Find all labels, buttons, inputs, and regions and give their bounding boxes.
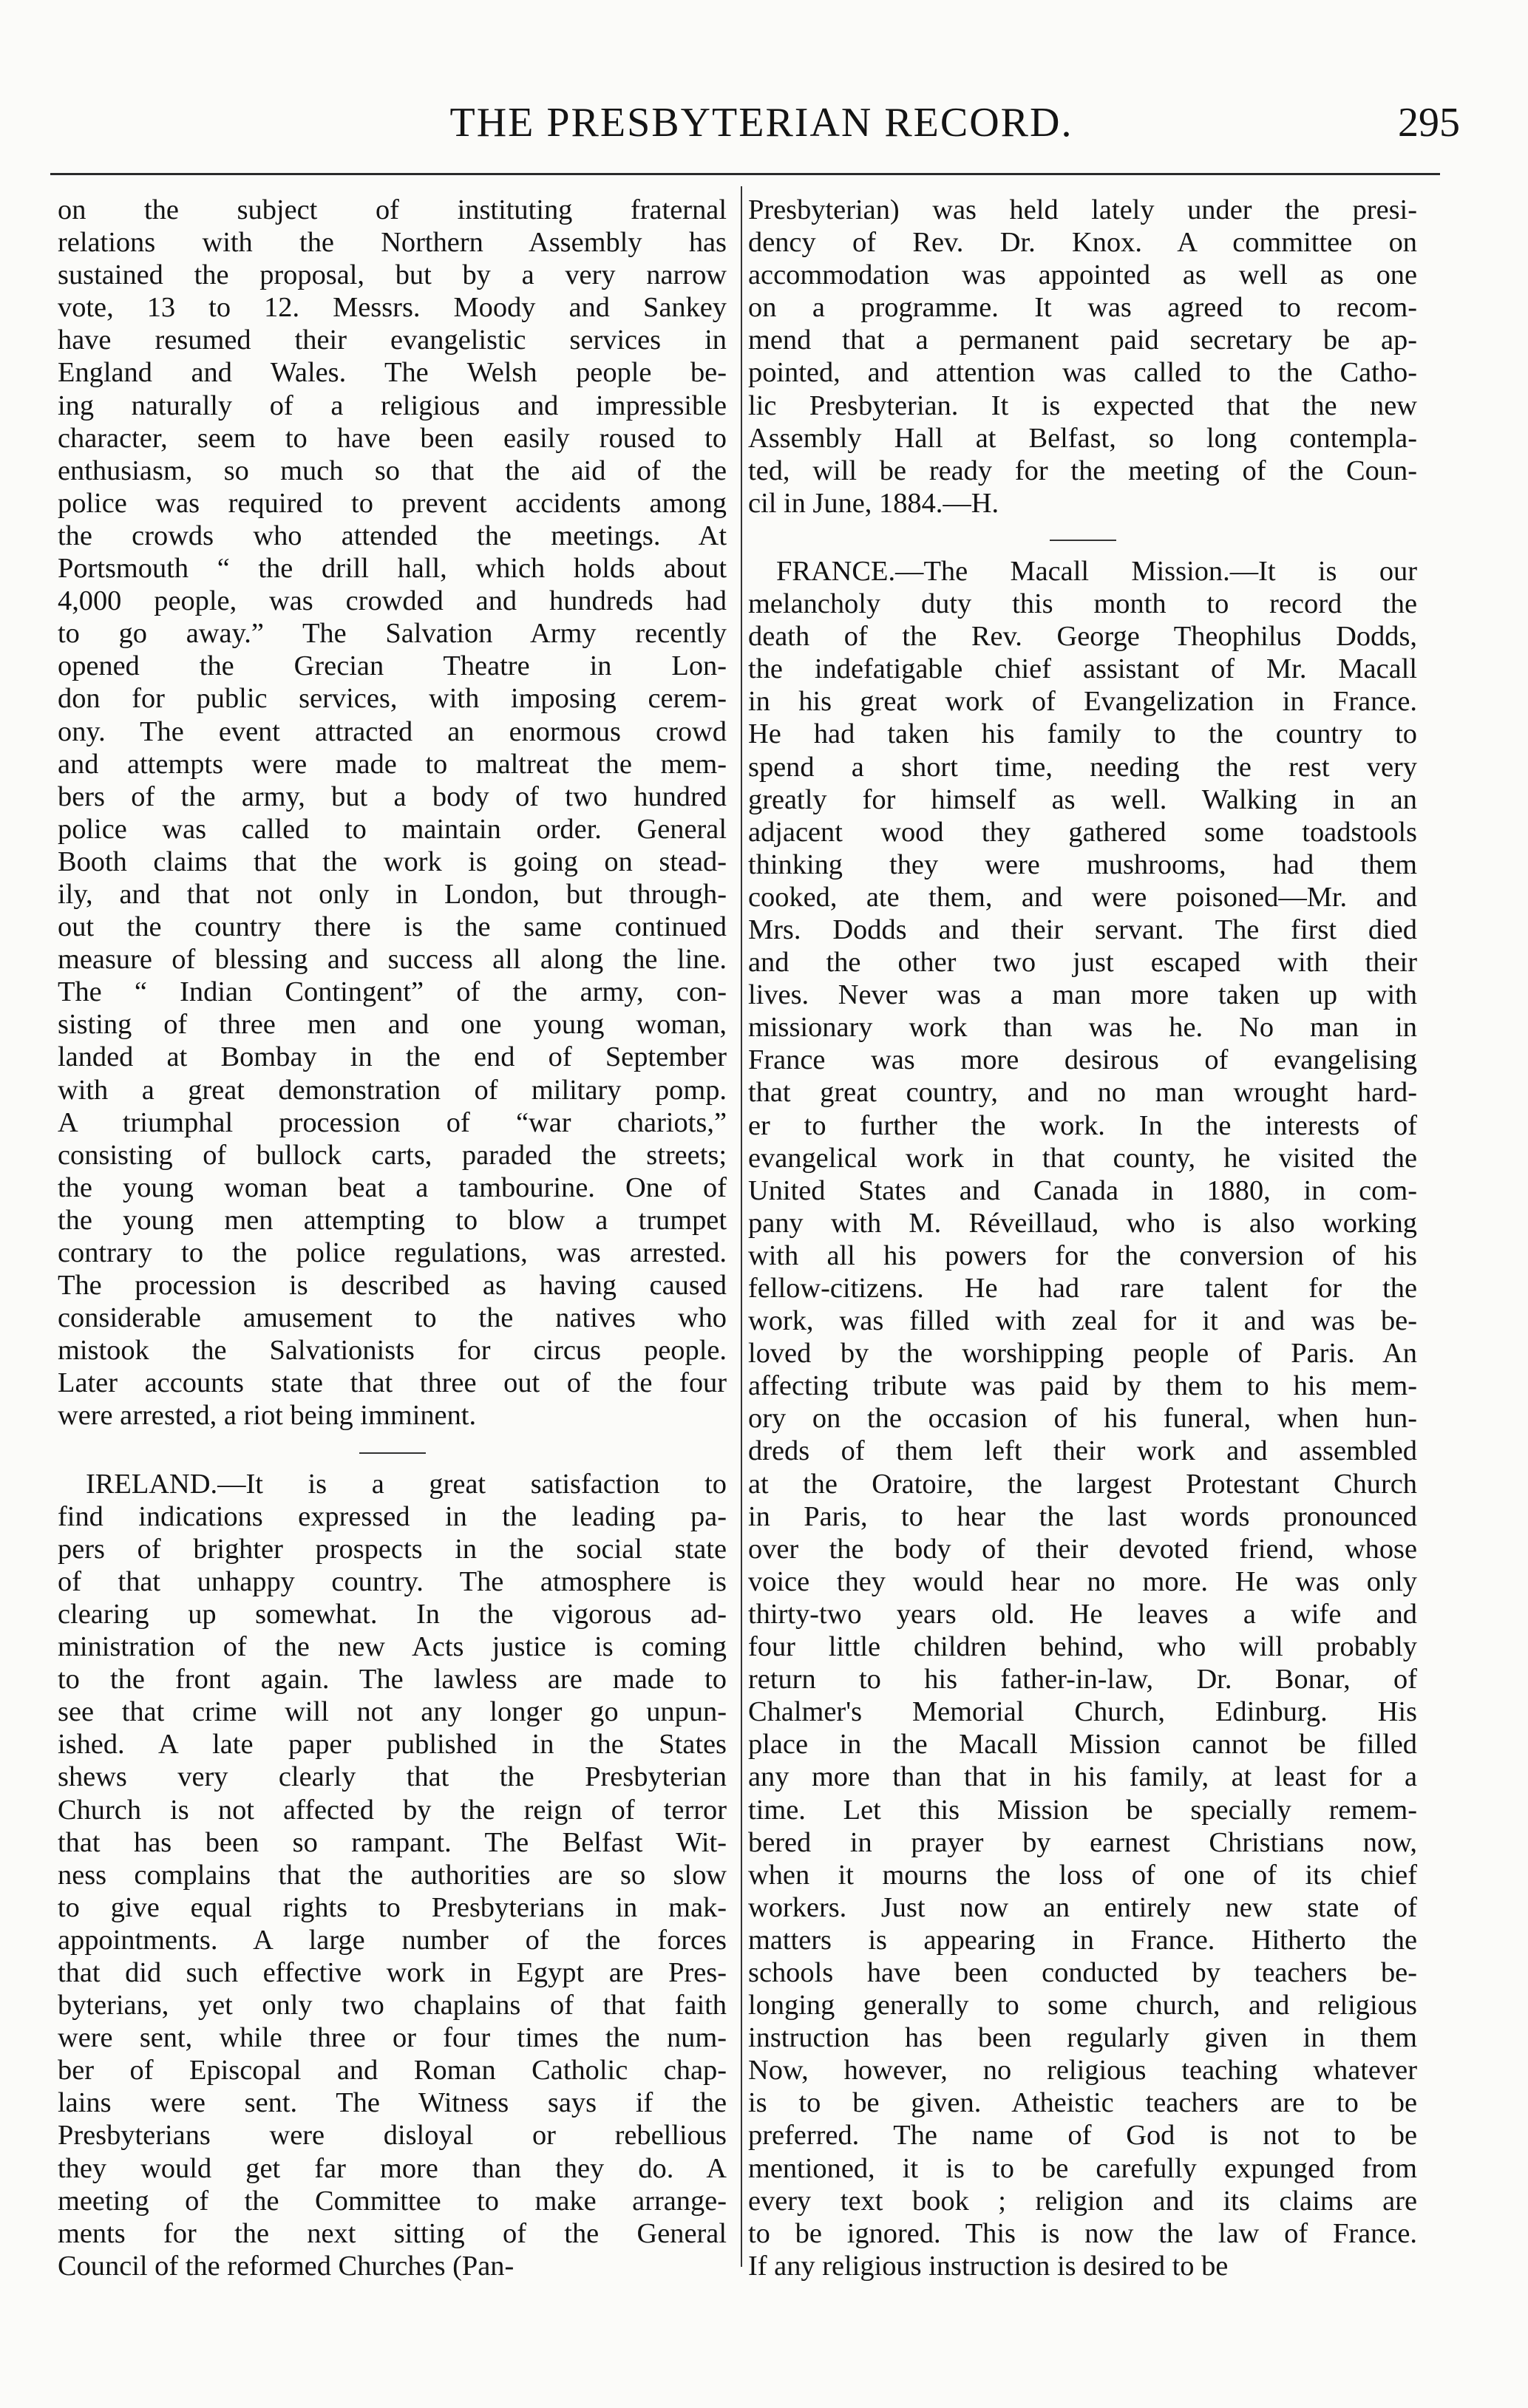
text-line: Mrs. Dodds and their servant. The first died xyxy=(748,914,1417,945)
text-line: Later accounts state that three out of the four xyxy=(58,1367,727,1399)
text-line: adjacent wood they gathered some toadstools xyxy=(748,816,1417,848)
text-line: on a programme. It was agreed to recom- xyxy=(748,292,1417,324)
text-line: vote, 13 to 12. Messrs. Moody and Sankey xyxy=(58,292,727,324)
text-line: ber of Episcopal and Roman Catholic chap- xyxy=(58,2055,727,2086)
text-line: police was required to prevent accidents among xyxy=(58,487,727,519)
text-line: four little children behind, who will probably xyxy=(748,1631,1417,1663)
text-line: Booth claims that the work is going on stead- xyxy=(58,846,727,877)
left-column xyxy=(58,194,727,2282)
text-line: over the body of their devoted friend, whose xyxy=(748,1533,1417,1565)
text-line: Chalmer's Memorial Church, Edinburg. His xyxy=(748,1696,1417,1728)
text-line: mistook the Salvationists for circus people. xyxy=(58,1335,727,1367)
text-line: find indications expressed in the leading pa- xyxy=(58,1500,727,1532)
text-line: lains were sent. The Witness says if the xyxy=(58,2087,727,2119)
text-line: time. Let this Mission be specially remem- xyxy=(748,1794,1417,1826)
text-line: Portsmouth “ the drill hall, which holds about xyxy=(58,553,727,585)
text-line: character, seem to have been easily roused to xyxy=(58,422,727,454)
text-line: If any religious instruction is desired to be xyxy=(748,2250,1229,2282)
text-line: pany with M. Réveillaud, who is also working xyxy=(748,1207,1417,1239)
running-head-title: THE PRESBYTERIAN RECORD. xyxy=(449,100,1073,146)
text-line: every text book ; religion and its claims are xyxy=(748,2185,1417,2217)
text-line: Council of the reformed Churches (Pan- xyxy=(58,2250,515,2282)
text-line: Assembly Hall at Belfast, so long contempla- xyxy=(748,422,1417,454)
text-line: considerable amusement to the natives who xyxy=(58,1302,727,1334)
text-line: the crowds who attended the meetings. At xyxy=(58,520,727,551)
text-line: any more than that in his family, at least for a xyxy=(748,1761,1417,1793)
text-line: with all his powers for the conversion of his xyxy=(748,1239,1417,1271)
text-line: the young men attempting to blow a trumpet xyxy=(58,1204,727,1236)
text-line: contrary to the police regulations, was arrested. xyxy=(58,1237,727,1268)
text-line: spend a short time, needing the rest very xyxy=(748,751,1417,783)
column-divider xyxy=(741,186,742,2267)
text-line: and attempts were made to maltreat the mem- xyxy=(58,748,727,780)
text-line: work, was filled with zeal for it and was be- xyxy=(748,1305,1417,1337)
text-line: place in the Macall Mission cannot be filled xyxy=(748,1729,1417,1761)
text-line: don for public services, with imposing cerem- xyxy=(58,683,727,715)
text-line: France was more desirous of evangelising xyxy=(748,1044,1417,1076)
section-separator-rule xyxy=(748,520,1417,555)
text-line: opened the Grecian Theatre in Lon- xyxy=(58,650,727,682)
text-line: voice they would hear no more. He was only xyxy=(748,1565,1417,1597)
text-line: see that crime will not any longer go unpun- xyxy=(58,1696,727,1728)
text-line: of that unhappy country. The atmosphere is xyxy=(58,1565,727,1597)
text-line: FRANCE.—The Macall Mission.—It is our xyxy=(776,555,1417,587)
text-line: 4,000 people, was crowded and hundreds had xyxy=(58,585,727,617)
text-line: the young woman beat a tambourine. One of xyxy=(58,1171,727,1203)
text-line: the indefatigable chief assistant of Mr. Macall xyxy=(748,653,1417,685)
text-line: with a great demonstration of military pomp. xyxy=(58,1074,727,1106)
text-line: that great country, and no man wrought hard- xyxy=(748,1077,1417,1109)
text-line: mentioned, it is to be carefully expunged from xyxy=(748,2152,1417,2184)
text-line: Presbyterians were disloyal or rebellious xyxy=(58,2120,727,2152)
text-line: Presbyterian) was held lately under the presi- xyxy=(748,194,1417,225)
article-paragraph xyxy=(58,1468,727,2282)
text-line: byterians, yet only two chaplains of that faith xyxy=(58,1990,727,2021)
text-line: clearing up somewhat. In the vigorous ad- xyxy=(58,1598,727,1630)
text-line: pointed, and attention was called to the Catho- xyxy=(748,357,1417,389)
text-line: er to further the work. In the interests of xyxy=(748,1109,1417,1141)
text-line: ory on the occasion of his funeral, when hun- xyxy=(748,1403,1417,1435)
text-line: that has been so rampant. The Belfast Wit- xyxy=(58,1826,727,1858)
text-line: police was called to maintain order. General xyxy=(58,813,727,845)
text-line: consisting of bullock carts, paraded the streets; xyxy=(58,1139,727,1171)
text-line: when it mourns the loss of one of its chief xyxy=(748,1859,1417,1891)
text-line: ments for the next sitting of the General xyxy=(58,2217,727,2249)
text-line: IRELAND.—It is a great satisfaction to xyxy=(86,1468,727,1500)
text-line: death of the Rev. George Theophilus Dodds, xyxy=(748,621,1417,653)
text-line: enthusiasm, so much so that the aid of the xyxy=(58,455,727,486)
text-line: The procession is described as having caused xyxy=(58,1270,727,1302)
text-line: appointments. A large number of the forces xyxy=(58,1924,727,1956)
page-number: 295 xyxy=(1398,100,1460,146)
text-line: loved by the worshipping people of Paris. An xyxy=(748,1338,1417,1370)
text-line: on the subject of instituting fraternal xyxy=(58,194,727,225)
text-line: dency of Rev. Dr. Knox. A committee on xyxy=(748,227,1417,259)
text-line: sisting of three men and one young woman, xyxy=(58,1009,727,1041)
text-line: measure of blessing and success all along the line. xyxy=(58,944,727,976)
text-line: landed at Bombay in the end of September xyxy=(58,1041,727,1073)
text-line: accommodation was appointed as well as one xyxy=(748,259,1417,291)
text-line: thinking they were mushrooms, had them xyxy=(748,848,1417,880)
text-line: to the front again. The lawless are made to xyxy=(58,1664,727,1696)
article-paragraph xyxy=(748,194,1417,520)
article-paragraph xyxy=(58,194,727,1432)
text-line: Church is not affected by the reign of terror xyxy=(58,1794,727,1826)
text-line: to give equal rights to Presbyterians in mak- xyxy=(58,1891,727,1923)
text-line: in his great work of Evangelization in France. xyxy=(748,686,1417,718)
header-rule xyxy=(50,173,1440,175)
text-line: evangelical work in that county, he visited the xyxy=(748,1142,1417,1174)
text-line: ing naturally of a religious and impressible xyxy=(58,390,727,421)
text-line: in Paris, to hear the last words pronounced xyxy=(748,1500,1417,1532)
text-line: ished. A late paper published in the States xyxy=(58,1729,727,1761)
text-line: ony. The event attracted an enormous crowd xyxy=(58,715,727,747)
text-line: United States and Canada in 1880, in com- xyxy=(748,1174,1417,1206)
text-line: cooked, ate them, and were poisoned—Mr. and xyxy=(748,881,1417,913)
text-line: pers of brighter prospects in the social state xyxy=(58,1533,727,1565)
text-line: melancholy duty this month to record the xyxy=(748,588,1417,620)
text-line: lives. Never was a man more taken up with xyxy=(748,979,1417,1011)
text-line: have resumed their evangelistic services in xyxy=(58,324,727,356)
text-line: were arrested, a riot being imminent. xyxy=(58,1400,477,1432)
text-line: longing generally to some church, and religious xyxy=(748,1990,1417,2021)
text-line: workers. Just now an entirely new state of xyxy=(748,1891,1417,1923)
text-line: bered in prayer by earnest Christians now, xyxy=(748,1826,1417,1858)
text-line: instruction has been regularly given in them xyxy=(748,2022,1417,2054)
text-line: matters is appearing in France. Hitherto the xyxy=(748,1924,1417,1956)
text-line: schools have been conducted by teachers be- xyxy=(748,1956,1417,1988)
article-paragraph xyxy=(748,555,1417,2282)
text-line: A triumphal procession of “war chariots,” xyxy=(58,1106,727,1138)
text-line: to go away.” The Salvation Army recently xyxy=(58,618,727,650)
text-line: preferred. The name of God is not to be xyxy=(748,2120,1417,2152)
text-line: that did such effective work in Egypt are Pres- xyxy=(58,1956,727,1988)
text-line: lic Presbyterian. It is expected that the new xyxy=(748,390,1417,421)
text-line: were sent, while three or four times the num- xyxy=(58,2022,727,2054)
text-line: missionary work than was he. No man in xyxy=(748,1012,1417,1044)
text-line: affecting tribute was paid by them to his mem- xyxy=(748,1370,1417,1402)
text-line: He had taken his family to the country to xyxy=(748,718,1417,750)
text-line: ted, will be ready for the meeting of the Coun- xyxy=(748,455,1417,486)
text-line: at the Oratoire, the largest Protestant Church xyxy=(748,1468,1417,1500)
text-line: bers of the army, but a body of two hundred xyxy=(58,780,727,812)
text-line: return to his father-in-law, Dr. Bonar, of xyxy=(748,1664,1417,1696)
text-line: is to be given. Atheistic teachers are to be xyxy=(748,2087,1417,2119)
text-line: relations with the Northern Assembly has xyxy=(58,227,727,259)
text-line: out the country there is the same continued xyxy=(58,911,727,943)
text-line: Now, however, no religious teaching whatever xyxy=(748,2055,1417,2086)
text-line: to be ignored. This is now the law of France. xyxy=(748,2217,1417,2249)
text-line: meeting of the Committee to make arrange- xyxy=(58,2185,727,2217)
text-line: ministration of the new Acts justice is coming xyxy=(58,1631,727,1663)
text-line: dreds of them left their work and assembled xyxy=(748,1435,1417,1467)
text-line: greatly for himself as well. Walking in an xyxy=(748,783,1417,815)
text-line: shews very clearly that the Presbyterian xyxy=(58,1761,727,1793)
text-line: thirty-two years old. He leaves a wife and xyxy=(748,1598,1417,1630)
text-line: England and Wales. The Welsh people be- xyxy=(58,357,727,389)
text-line: The “ Indian Contingent” of the army, con- xyxy=(58,976,727,1008)
section-separator-rule xyxy=(58,1432,727,1468)
text-line: ily, and that not only in London, but through- xyxy=(58,878,727,910)
right-column xyxy=(748,194,1417,2282)
text-line: ness complains that the authorities are so slow xyxy=(58,1859,727,1891)
text-line: mend that a permanent paid secretary be ap- xyxy=(748,324,1417,356)
text-line: and the other two just escaped with their xyxy=(748,947,1417,979)
text-line: fellow-citizens. He had rare talent for the xyxy=(748,1273,1417,1304)
text-line: they would get far more than they do. A xyxy=(58,2152,727,2184)
text-line: sustained the proposal, but by a very narrow xyxy=(58,259,727,291)
text-line: cil in June, 1884.—H. xyxy=(748,487,999,519)
